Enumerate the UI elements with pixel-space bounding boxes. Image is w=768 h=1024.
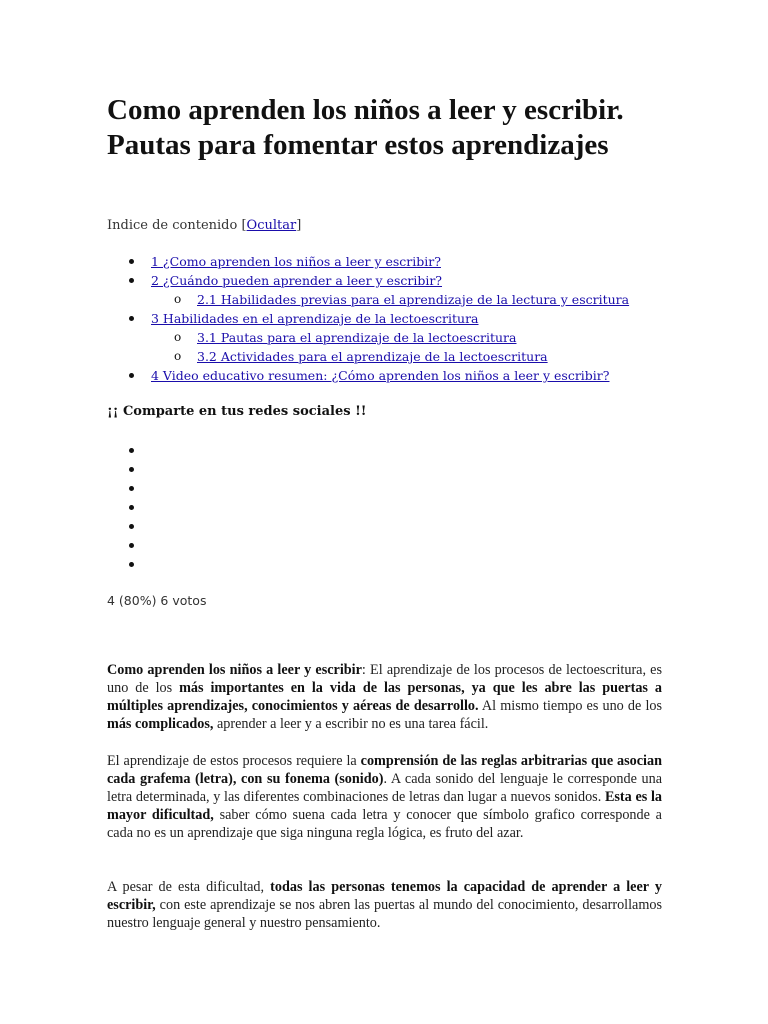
toc-link[interactable]: 4 Video educativo resumen: ¿Cómo aprenden los niños a leer y escribir? [151,368,610,383]
toc-close-bracket: ] [296,218,302,233]
toc-subitem [107,328,667,347]
table-of-contents [107,252,667,385]
paragraph-capacity [107,878,662,932]
toc-item [107,252,667,271]
paragraph-bold: Esta es la mayor dificultad, [107,789,663,823]
paragraph-text: Al mismo tiempo es uno de los [478,698,662,714]
paragraph-text: con este aprendizaje se nos abren las puertas al mundo del conocimiento, desarrollamos nuestro lenguaje general y nuestro pensamiento. [107,897,662,931]
toc-subitem [107,290,667,309]
bullet-icon [129,467,134,472]
paragraph-bold: Como aprenden los niños a leer y escribir [107,662,362,678]
paragraph-text: aprender a leer y a escribir no es una tarea fácil. [213,716,489,732]
paragraph-bold: más complicados, [107,716,214,732]
bullet-icon [129,505,134,510]
toc-link[interactable]: 1 ¿Como aprenden los niños a leer y escribir? [151,254,441,269]
paragraph-bold: comprensión de las reglas arbitrarias que asocian cada grafema (letra), con su fonema (sonido) [107,753,662,787]
toc-item [107,309,667,328]
paragraph-bold: todas las personas tenemos la capacidad de aprender a leer y escribir, [107,879,662,913]
toc-sublink[interactable]: 2.1 Habilidades previas para el aprendizaje de la lectura y escritura [197,292,630,307]
toc-sublink[interactable]: 3.2 Actividades para el aprendizaje de la lectoescritura [197,349,548,364]
bullet-icon [129,448,134,453]
bullet-icon [129,543,134,548]
toc-item [107,271,667,290]
bullet-icon [129,486,134,491]
paragraph-text: saber cómo suena cada letra y conocer que símbolo grafico corresponde a cada no es un aprendizaje que siga ninguna regla lógica, es fruto del azar. [107,807,662,841]
toc-subitem [107,347,667,366]
toc-header [107,217,301,235]
page-title: Como aprenden los niños a leer y escribir. Pautas para fomentar estos aprendizajes [107,94,624,161]
paragraph-text: A pesar de esta dificultad, [107,879,271,895]
toc-link[interactable]: 3 Habilidades en el aprendizaje de la lectoescritura [151,311,479,326]
paragraph-bold: más importantes en la vida de las personas, ya que les abre las puertas a múltiples aprendizajes, conocimientos y aéreas de desarrollo. [107,680,663,714]
toc-link[interactable]: 2 ¿Cuándo pueden aprender a leer y escribir? [151,273,443,288]
paragraph-intro [107,661,662,733]
toc-toggle-link[interactable]: Ocultar [246,218,297,233]
toc-label: Indice de contenido [107,218,238,233]
paragraph-text: El aprendizaje de estos procesos requiere la [107,753,361,769]
paragraph-text: : El aprendizaje de los procesos de lectoescritura, es uno de los [107,662,663,696]
paragraph-rules [107,752,662,842]
bullet-icon [129,524,134,529]
share-heading: ¡¡ Comparte en tus redes sociales !! [107,404,367,419]
toc-open-bracket: [ [241,218,247,233]
toc-sublink[interactable]: 3.1 Pautas para el aprendizaje de la lectoescritura [197,330,517,345]
bullet-icon [129,562,134,567]
paragraph-text: . A cada sonido del lenguaje le corresponde una letra determinada, y las diferentes combinaciones de letras dan lugar a nuevos sonidos. [107,771,662,805]
toc-item [107,366,667,385]
rating-text: 4 (80%) 6 votos [107,593,207,608]
